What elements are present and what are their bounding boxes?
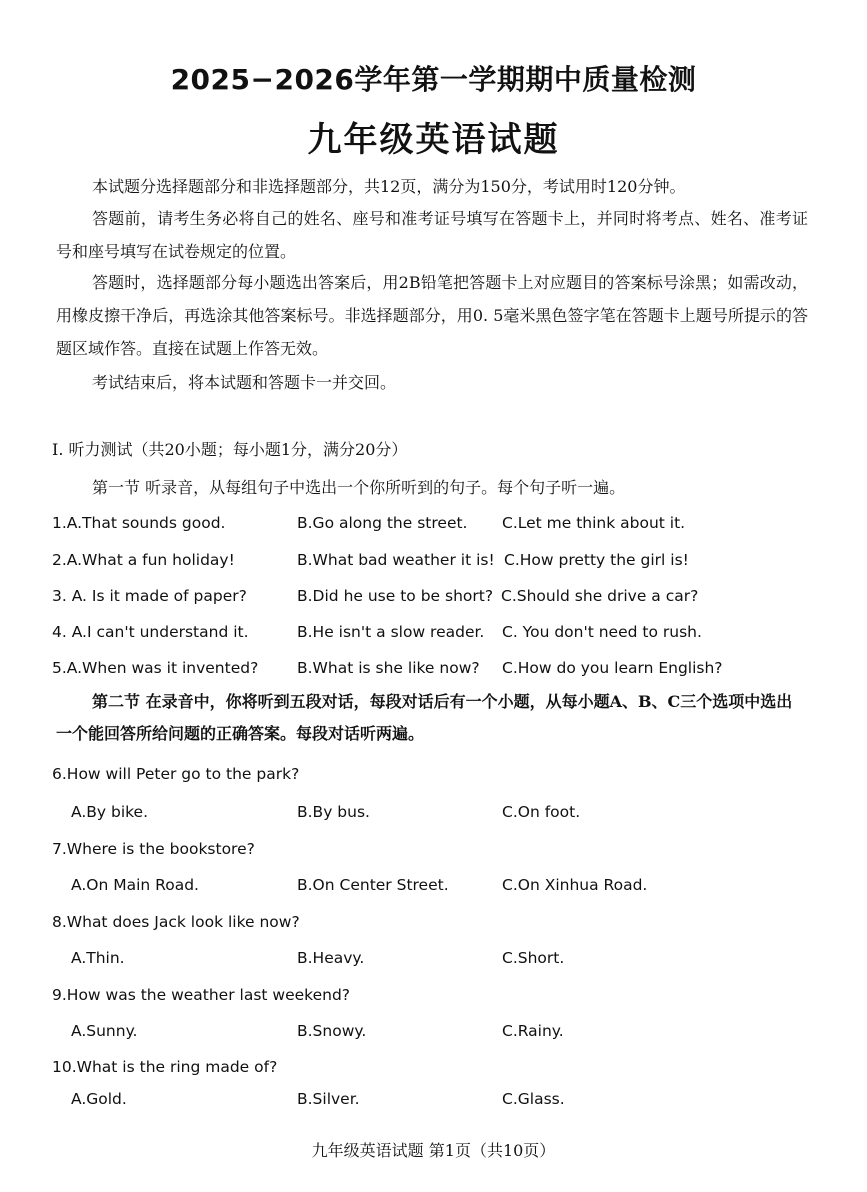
item3-option-c: C.Should she drive a car? <box>501 587 699 605</box>
item1-option-c: C.Let me think about it. <box>502 514 686 532</box>
item5-option-a: 5.A.When was it invented? <box>52 659 259 677</box>
item4-option-b: B.He isn't a slow reader. <box>297 623 485 641</box>
item8-question: 8.What does Jack look like now? <box>52 913 300 931</box>
instruction-3: 答题时，选择题部分每小题选出答案后，用2B铅笔把答题卡上对应题目的答案标号涂黑；如需改动，用橡皮擦干净后，再选涂其他答案标号。非选择题部分，用0. 5毫米黑色签字笔在答题卡上题号所提示的答题区域作答。直接在试题上作答无效。 <box>56 273 808 358</box>
instruction-2: 答题前，请考生务必将自己的姓名、座号和准考证号填写在答题卡上，并同时将考点、姓名、准考证号和座号填写在试卷规定的位置。 <box>56 209 808 261</box>
item3-option-a: 3. A. Is it made of paper? <box>52 587 247 605</box>
item2-option-a: 2.A.What a fun holiday! <box>52 551 235 569</box>
item2-option-c: C.How pretty the girl is! <box>504 551 689 569</box>
item10-option-c: C.Glass. <box>502 1090 565 1108</box>
item10-option-b: B.Silver. <box>297 1090 360 1108</box>
item10-option-a: A.Gold. <box>71 1090 127 1108</box>
item1-option-a: 1.A.That sounds good. <box>52 514 226 532</box>
item8-option-a: A.Thin. <box>71 949 125 967</box>
item7-option-c: C.On Xinhua Road. <box>502 876 648 894</box>
instruction-4: 考试结束后，将本试题和答题卡一并交回。 <box>92 373 397 392</box>
exam-subtitle: 九年级英语试题 <box>307 120 560 160</box>
item8-option-c: C.Short. <box>502 949 565 967</box>
item9-question: 9.How was the weather last weekend? <box>52 986 351 1004</box>
item4-option-c: C. You don't need to rush. <box>502 623 702 641</box>
page-footer: 九年级英语试题 第1页（共10页） <box>311 1141 556 1160</box>
item9-option-b: B.Snowy. <box>297 1022 367 1040</box>
item6-option-b: B.By bus. <box>297 803 370 821</box>
item7-question: 7.Where is the bookstore? <box>52 840 255 858</box>
item2-option-b: B.What bad weather it is! <box>297 551 495 569</box>
part2-intro: 第二节 在录音中，你将听到五段对话，每段对话后有一个小题，从每小题A、B、C三个选项中选出一个能回答所给问题的正确答案。每段对话听两遍。 <box>56 692 793 743</box>
item7-option-a: A.On Main Road. <box>71 876 199 894</box>
section1-heading: I. 听力测试（共20小题；每小题1分，满分20分） <box>52 440 408 459</box>
item6-option-c: C.On foot. <box>502 803 581 821</box>
exam-title: 2025−2026学年第一学期期中质量检测 <box>170 63 697 96</box>
item9-option-c: C.Rainy. <box>502 1022 564 1040</box>
item5-option-b: B.What is she like now? <box>297 659 480 677</box>
item3-option-b: B.Did he use to be short? <box>297 587 494 605</box>
item4-option-a: 4. A.I can't understand it. <box>52 623 249 641</box>
item8-option-b: B.Heavy. <box>297 949 365 967</box>
item5-option-c: C.How do you learn English? <box>502 659 723 677</box>
item6-question: 6.How will Peter go to the park? <box>52 765 300 783</box>
item7-option-b: B.On Center Street. <box>297 876 449 894</box>
part1-intro: 第一节 听录音，从每组句子中选出一个你所听到的句子。每个句子听一遍。 <box>92 478 626 497</box>
item10-question: 10.What is the ring made of? <box>52 1058 278 1076</box>
item1-option-b: B.Go along the street. <box>297 514 468 532</box>
item9-option-a: A.Sunny. <box>71 1022 138 1040</box>
item6-option-a: A.By bike. <box>71 803 149 821</box>
instruction-1: 本试题分选择题部分和非选择题部分，共12页，满分为150分，考试用时120分钟。 <box>92 177 686 196</box>
